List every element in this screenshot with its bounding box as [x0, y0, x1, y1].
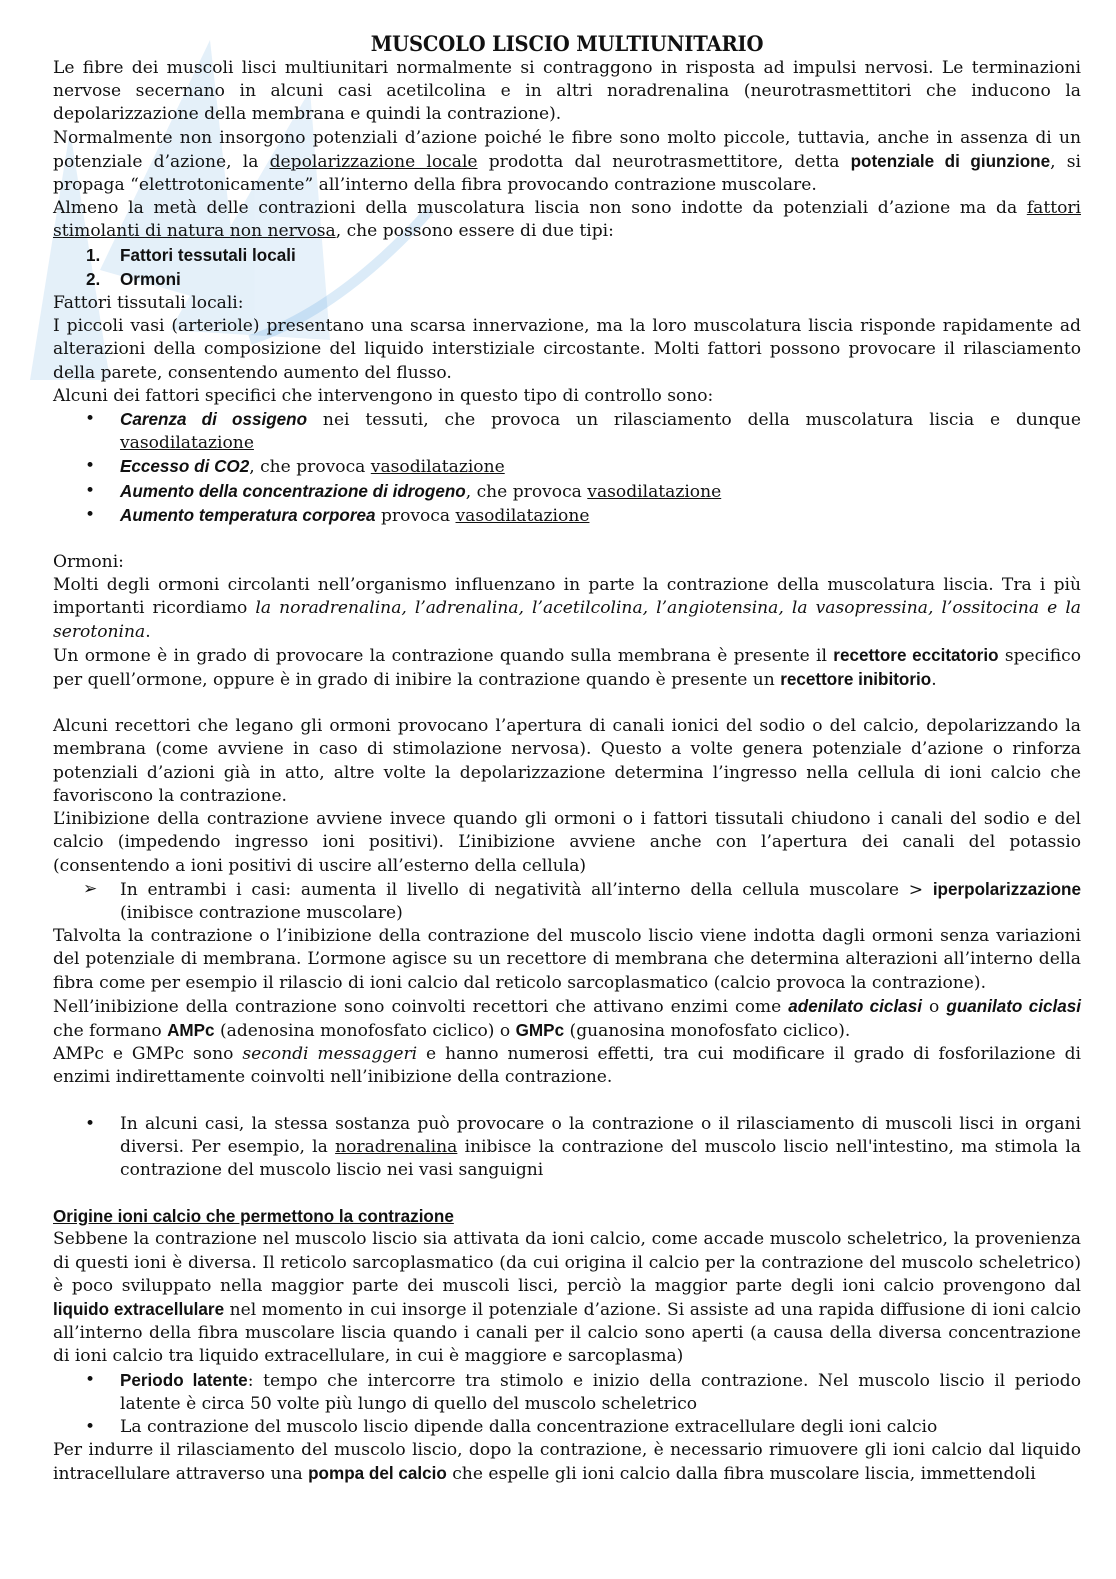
- bullet-icon: •: [85, 504, 96, 525]
- paragraph-intro: Le fibre dei muscoli lisci multiunitari normalmente si contraggono in risposta ad impulsi nervosi. Le terminazioni nervose secernano in alcuni casi acetilcolina e in altri noradrenalina (neurotrasmettitori che inducono la depolarizzazione della membrana e quindi la contrazione).: [53, 58, 1081, 125]
- paragraph-circulating-hormones: Molti degli ormoni circolanti nell’organismo influenzano in parte la contrazione della muscolatura liscia. Tra i più importanti ricordiamo la noradrenalina, l’adrenalina, l’acetilcolina, l’angiotensina, la vasopressina, l’ossitocina e la serotonina.: [53, 575, 1081, 642]
- bullet-icon: •: [85, 409, 96, 430]
- paragraph-arterioles: I piccoli vasi (arteriole) presentano una scarsa innervazione, ma la loro muscolatura liscia risponde rapidamente ad alterazioni della composizione del liquido interstiziale circostante. Molti fattori possono provocare il rilasciamento della parete, consentendo aumento del flusso.: [53, 316, 1081, 383]
- list-item: • Eccesso di CO2, che provoca vasodilatazione: [85, 456, 505, 478]
- list-item: • Aumento temperatura corporea provoca vasodilatazione: [85, 504, 590, 526]
- paragraph-inhibition: L’inibizione della contrazione avviene invece quando gli ormoni o i fattori tissutali chiudono i canali del sodio e del calcio (impedendo ingresso ioni positivi). L’inibizione avviene anche con l’apertura dei canali del potassio (consentendo a ioni positivi di uscire all’esterno della cellula): [53, 809, 1081, 876]
- note-list: [53, 1113, 1081, 1183]
- document-page: [53, 30, 1081, 1487]
- paragraph-enzymes: Nell’inibizione della contrazione sono coinvolti recettori che attivano enzimi come adenilato ciclasi o guanilato ciclasi che formano AMPc (adenosina monofosfato ciclico) o GMPc (guanosina monofosfato ciclico).: [53, 996, 1081, 1041]
- list-item: • La contrazione del muscolo liscio dipende dalla concentrazione extracellulare degli ioni calcio: [53, 1416, 1081, 1439]
- list-item: ➢ In entrambi i casi: aumenta il livello di negatività all’interno della cellula muscolare > iperpolarizzazione (inibisce contrazione muscolare): [83, 878, 1081, 923]
- section-heading-calcium: Origine ioni calcio che permettono la contrazione: [53, 1207, 454, 1227]
- paragraph-receptors: Un ormone è in grado di provocare la contrazione quando sulla membrana è presente il recettore eccitatorio specifico per quell’ormone, oppure è in grado di inibire la contrazione quando è presente un recettore inibitorio.: [53, 645, 1081, 691]
- list-item: • Periodo latente: tempo che intercorre tra stimolo e inizio della contrazione. Nel muscolo liscio il periodo latente è circa 50 volte più lungo di quello del muscolo scheletrico: [85, 1369, 1082, 1414]
- bullet-icon: •: [85, 1416, 96, 1437]
- section-heading-hormones: Ormoni:: [53, 552, 124, 573]
- list-item: • Aumento della concentrazione di idrogeno, che provoca vasodilatazione: [85, 480, 722, 502]
- factor-bullets: [53, 408, 1081, 528]
- arrow-icon: ➢: [83, 878, 98, 899]
- list-item: 2. Ormoni: [86, 269, 181, 289]
- paragraph-ion-channels: Alcuni recettori che legano gli ormoni provocano l’apertura di canali ionici del sodio o del calcio, depolarizzando la membrana (come avviene in caso di stimolazione nervosa). Questo a volte genera potenziale d’azione o rinforza potenziali d’azioni già in atto, altre volte la depolarizzazione determina l’ingresso nella cellula di ioni calcio che favoriscono la contrazione.: [53, 716, 1081, 806]
- bullet-icon: •: [85, 480, 96, 501]
- bullet-icon: •: [85, 1113, 96, 1134]
- paragraph-calcium-origin: Sebbene la contrazione nel muscolo liscio sia attivata da ioni calcio, come accade muscolo scheletrico, la provenienza di questi ioni è diversa. Il reticolo sarcoplasmatico (da cui origina il calcio per la contrazione del muscolo scheletrico) è poco sviluppato nella maggior parte dei muscoli lisci, perciò la maggior parte degli ioni calcio provengono dal liquido extracellulare nel momento in cui insorge il potenziale d’azione. Si assiste ad una rapida diffusione di ioni calcio all’interno della fibra muscolare liscia quando i canali per il calcio sono aperti (a causa della diversa concentrazione di ioni calcio tra liquido extracellulare, in cui è maggiore e sarcoplasma): [53, 1229, 1081, 1367]
- paragraph-junction-potential: Normalmente non insorgono potenziali d’azione poiché le fibre sono molto piccole, tuttavia, anche in assenza di un potenziale d’azione, la depolarizzazione locale prodotta dal neurotrasmettitore, detta potenziale di giunzione, si propaga “elettrotonicamente” all’interno della fibra provocando contrazione muscolare.: [53, 127, 1081, 196]
- bullet-icon: •: [85, 1369, 96, 1390]
- section-heading-local-factors: Fattori tissutali locali:: [53, 293, 244, 314]
- paragraph-no-potential-change: Talvolta la contrazione o l’inibizione della contrazione del muscolo liscio viene indotta dagli ormoni senza variazioni del potenziale di membrana. L’ormone agisce su un recettore di membrana che determina alterazioni all’interno della fibra come per esempio il rilascio di ioni calcio dal reticolo sarcoplasmatico (calcio provoca la contrazione).: [53, 926, 1081, 993]
- list-item: • In alcuni casi, la stessa sostanza può provocare o la contrazione o il rilasciamento di muscoli lisci in organi diversi. Per esempio, la noradrenalina inibisce la contrazione del muscolo liscio nell'intestino, ma stimola la contrazione del muscolo liscio nei vasi sanguigni: [85, 1113, 1081, 1180]
- bullet-icon: •: [85, 456, 96, 477]
- paragraph-second-messengers: AMPc e GMPc sono secondi messaggeri e hanno numerosi effetti, tra cui modificare il grado di fosforilazione di enzimi indirettamente coinvolti nell’inibizione della contrazione.: [53, 1044, 1081, 1088]
- arrow-list: [53, 878, 1081, 925]
- list-item: • Carenza di ossigeno nei tessuti, che provoca un rilasciamento della muscolatura liscia e dunque vasodilatazione: [85, 409, 1081, 454]
- paragraph-non-nervous-factors: Almeno la metà delle contrazioni della muscolatura liscia non sono indotte da potenziali d’azione ma da fattori stimolanti di natura non nervosa, che possono essere di due tipi:: [53, 198, 1081, 242]
- page-title: MUSCOLO LISCIO MULTIUNITARIO: [370, 31, 764, 56]
- paragraph-specific-factors: Alcuni dei fattori specifici che intervengono in questo tipo di controllo sono:: [53, 385, 714, 406]
- calcium-bullets: [53, 1369, 1081, 1440]
- paragraph-calcium-pump: Per indurre il rilasciamento del muscolo liscio, dopo la contrazione, è necessario rimuovere gli ioni calcio dal liquido intracellulare attraverso una pompa del calcio che espelle gli ioni calcio dalla fibra muscolare liscia, immettendoli: [53, 1440, 1081, 1485]
- factor-list: [53, 244, 1081, 292]
- list-item: 1. Fattori tessutali locali: [86, 245, 296, 265]
